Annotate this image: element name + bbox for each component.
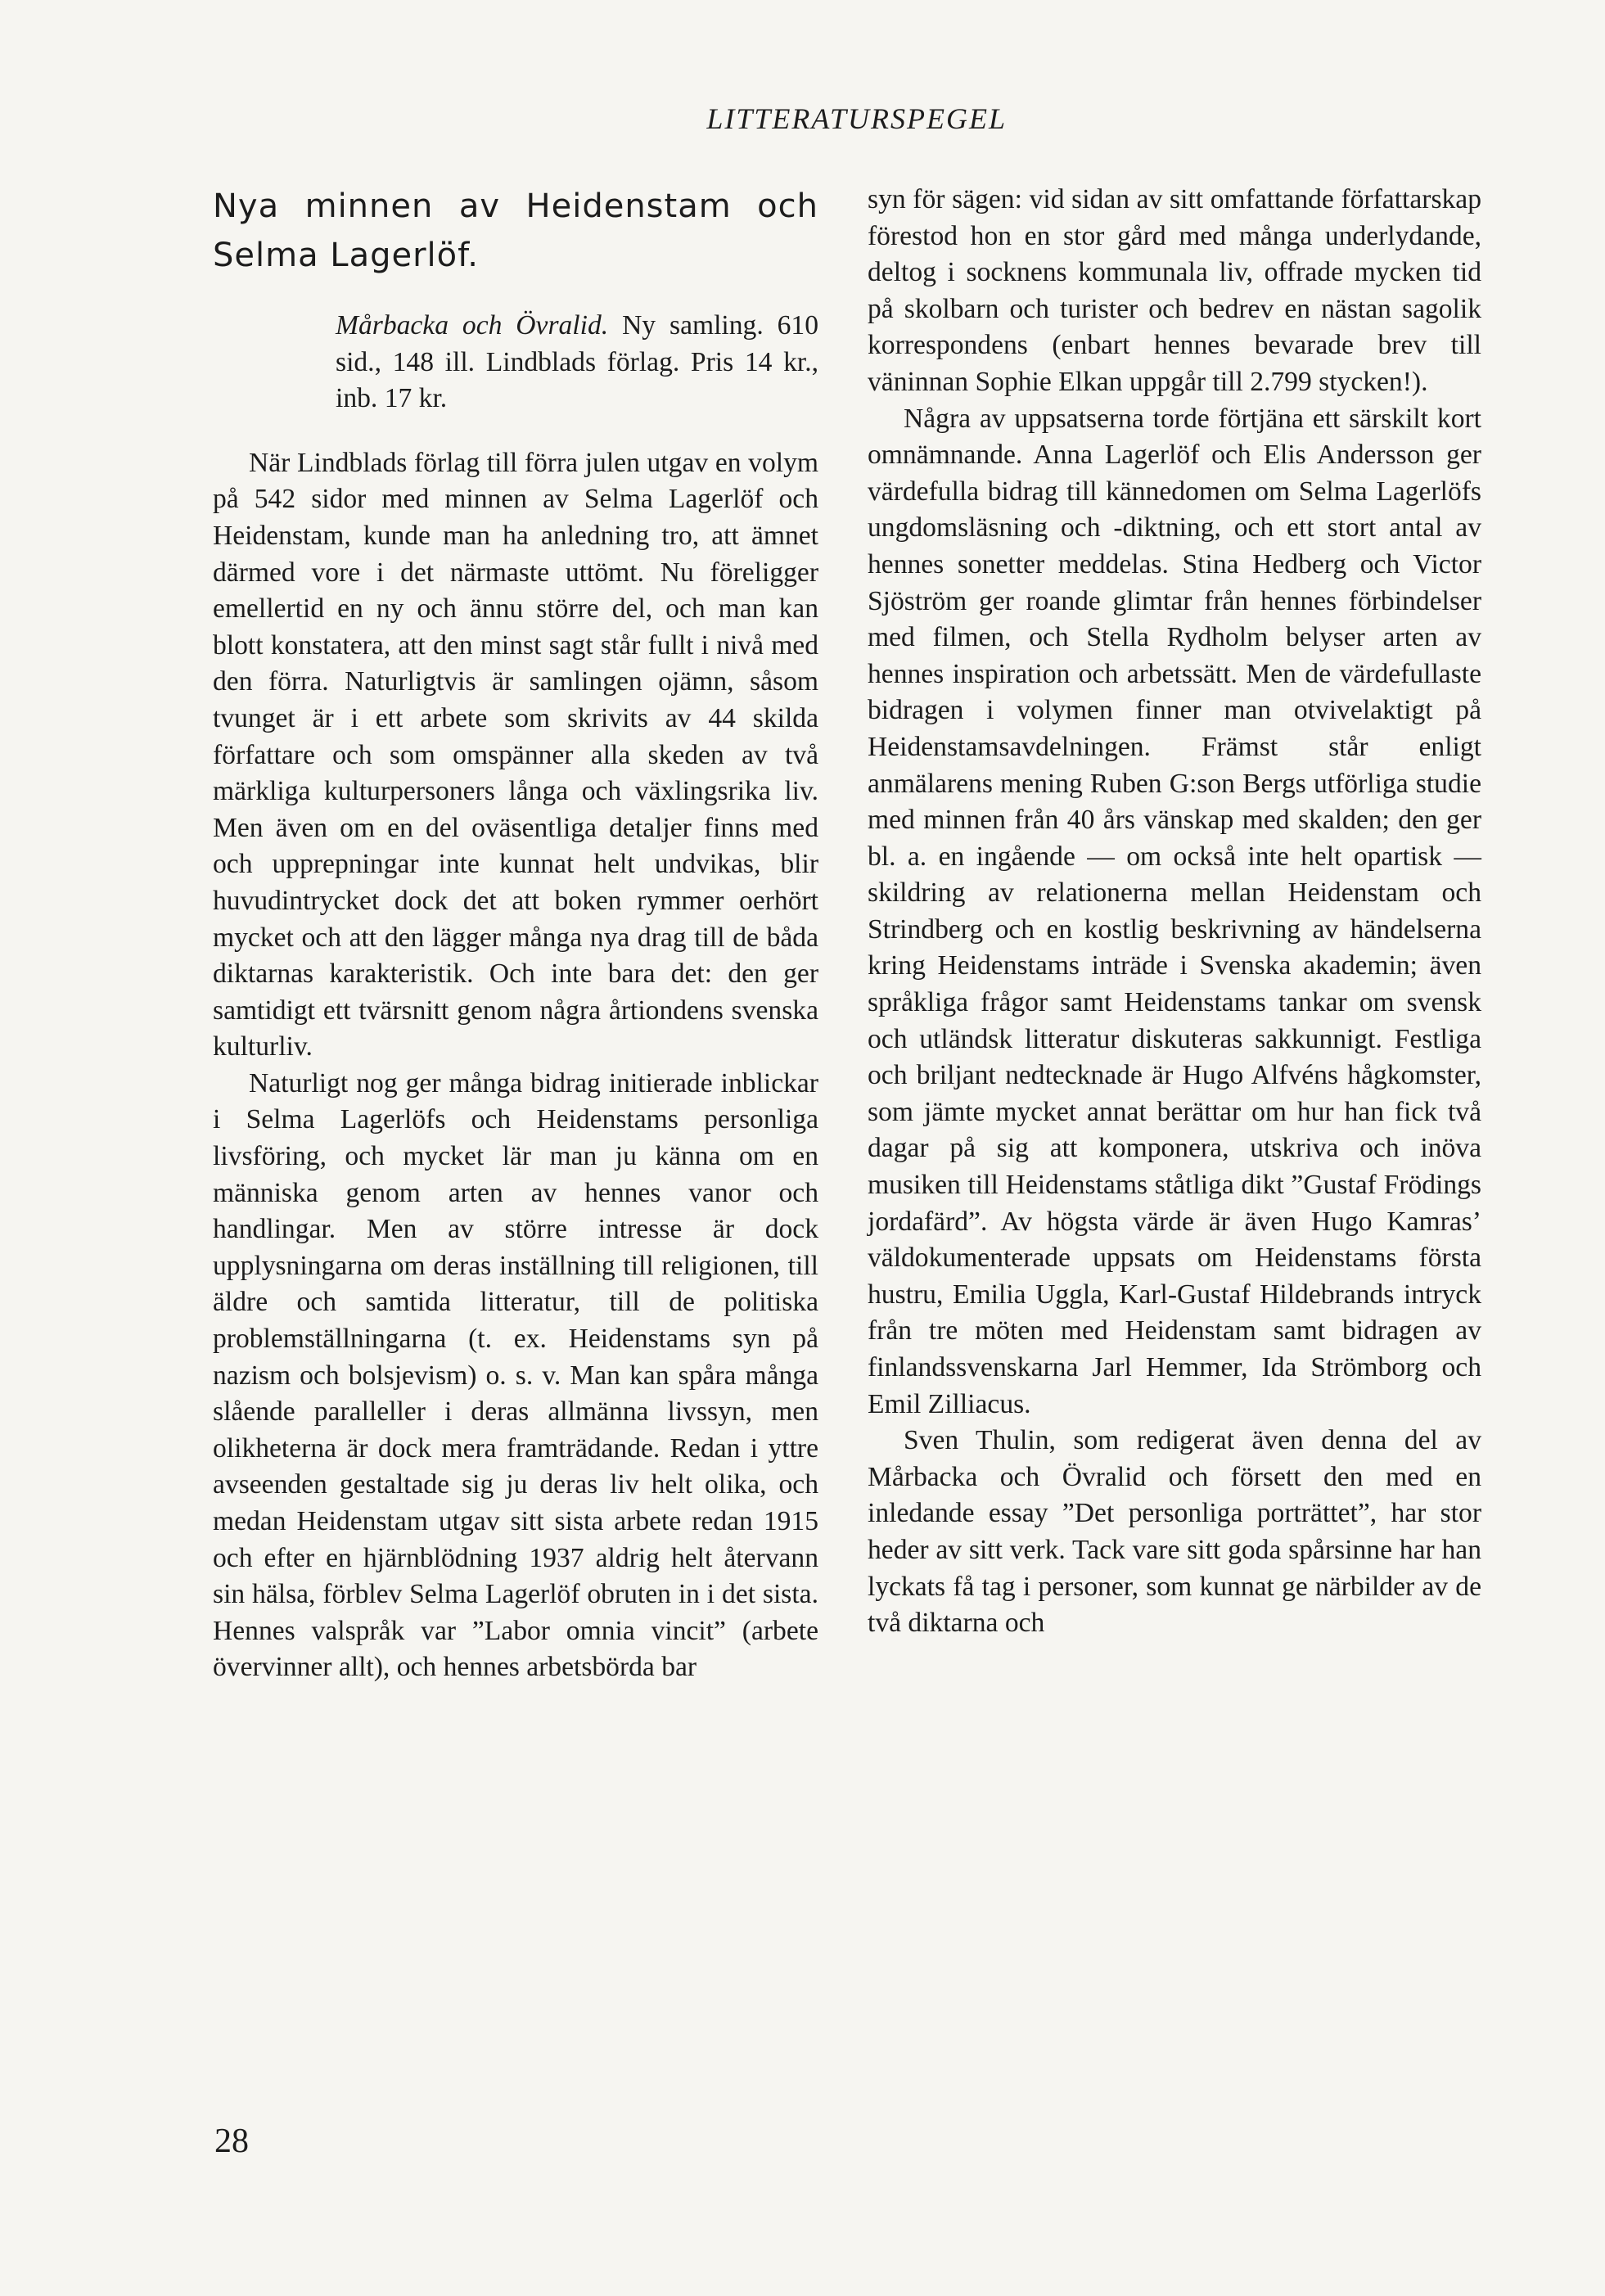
citation-details: Ny samling. 610 sid., 148 ill. Lindblads förlag. Pris 14 kr., inb. 17 kr. [336, 310, 818, 414]
left-column [213, 182, 818, 1686]
article-heading: Nya minnen av Heidenstam och Selma Lagerlöf. [213, 187, 818, 274]
book-citation [213, 308, 818, 417]
right-column [868, 182, 1481, 1642]
running-head: LITTERATURSPEGEL [706, 102, 1007, 135]
citation-title: Mårbacka och Övralid. [336, 310, 609, 341]
paragraph: Några av uppsatserna torde förtjäna ett särskilt kort omnämnande. Anna Lagerlöf och Elis Andersson ger värdefulla bidrag till kännedomen om Selma Lagerlöfs ungdomsläsning och -diktning, och ett stort antal av hennes sonetter meddelas. Stina Hedberg och Victor Sjöström ger roande glimtar från hennes förbindelser med filmen, och Stella Rydholm belyser arten av hennes inspiration och arbetssätt. Men de värdefullaste bidragen i volymen finner man otvivelaktigt på Heidenstamsavdelningen. Främst står enligt anmälarens mening Ruben G:son Bergs utförliga studie med minnen från 40 års vänskap med skalden; den ger bl. a. en ingående — om också inte helt opartisk — skildring av relationerna mellan Heidenstam och Strindberg och en kostlig beskrivning av händelserna kring Heidenstams inträde i Svenska akademin; även språkliga frågor samt Heidenstams tankar om svensk och utländsk litteratur diskuteras sakkunnigt. Festliga och briljant nedtecknade är Hugo Alfvéns hågkomster, som jämte mycket annat berättar om hur han fick två dagar på sig att komponera, utskriva och inöva musiken till Heidenstams ståtliga dikt ”Gustaf Frödings jordafärd”. Av högsta värde är även Hugo Kamras’ väldokumenterade uppsats om Heidenstams första hustru, Emilia Uggla, Karl-Gustaf Hildebrands intryck från tre möten med Heidenstam samt bidragen av finlandssvenskarna Jarl Hemmer, Ida Strömborg och Emil Zilliacus. [868, 403, 1481, 1419]
paragraph: När Lindblads förlag till förra julen utgav en volym på 542 sidor med minnen av Selma Lagerlöf och Heidenstam, kunde man ha anledning tro, att ämnet därmed vore i det närmaste uttömt. Nu föreligger emellertid en ny och ännu större del, och man kan blott konstatera, att den minst sagt står fullt i nivå med den förra. Naturligtvis är samlingen ojämn, såsom tvunget är i ett arbete som skrivits av 44 skilda författare och som omspänner alla skeden av två märkliga kulturpersoners långa och växlingsrika liv. Men även om en del oväsentliga detaljer finns med och upprepningar inte kunnat helt undvikas, blir huvudintrycket dock det att boken rymmer oerhört mycket och att den lägger många nya drag till de båda diktarnas karakteristik. Och inte bara det: den ger samtidigt ett tvärsnitt genom några årtiondens svenska kulturliv. [213, 447, 818, 1062]
paragraph: Naturligt nog ger många bidrag initierade inblickar i Selma Lagerlöfs och Heidenstams personliga livsföring, och mycket lär man ju känna om en människa genom arten av hennes vanor och handlingar. Men av större intresse är dock upplysningarna om deras inställning till religionen, till äldre och samtida litteratur, till de politiska problemställningarna (t. ex. Heidenstams syn på nazism och bolsjevism) o. s. v. Man kan spåra många slående paralleller i deras allmänna livssyn, men olikheterna är dock mera framträdande. Redan i yttre avseenden gestaltade sig ju deras liv helt olika, och medan Heidenstam utgav sitt sista arbete redan 1915 och efter en hjärnblödning 1937 aldrig helt återvann sin hälsa, förblev Selma Lagerlöf obruten in i det sista. Hennes valspråk var ”Labor omnia vincit” (arbete övervinner allt), och hennes arbetsbörda bar [213, 1067, 818, 1683]
paragraph: Sven Thulin, som redigerat även denna del av Mårbacka och Övralid och försett den med en inledande essay ”Det personliga porträttet”, har stor heder av sitt verk. Tack vare sitt goda spårsinne har han lyckats få tag i personer, som kunnat ge närbilder av de två diktarna och [868, 1425, 1481, 1639]
page-number: 28 [214, 2122, 249, 2160]
paragraph: syn för sägen: vid sidan av sitt omfattande författarskap förestod hon en stor gård med många underlydande, deltog i socknens kommunala liv, offrade mycken tid på skolbarn och turister och bedrev en nästan sagolik korrespondens (enbart hennes bevarade brev till väninnan Sophie Elkan uppgår till 2.799 stycken!). [868, 184, 1481, 397]
